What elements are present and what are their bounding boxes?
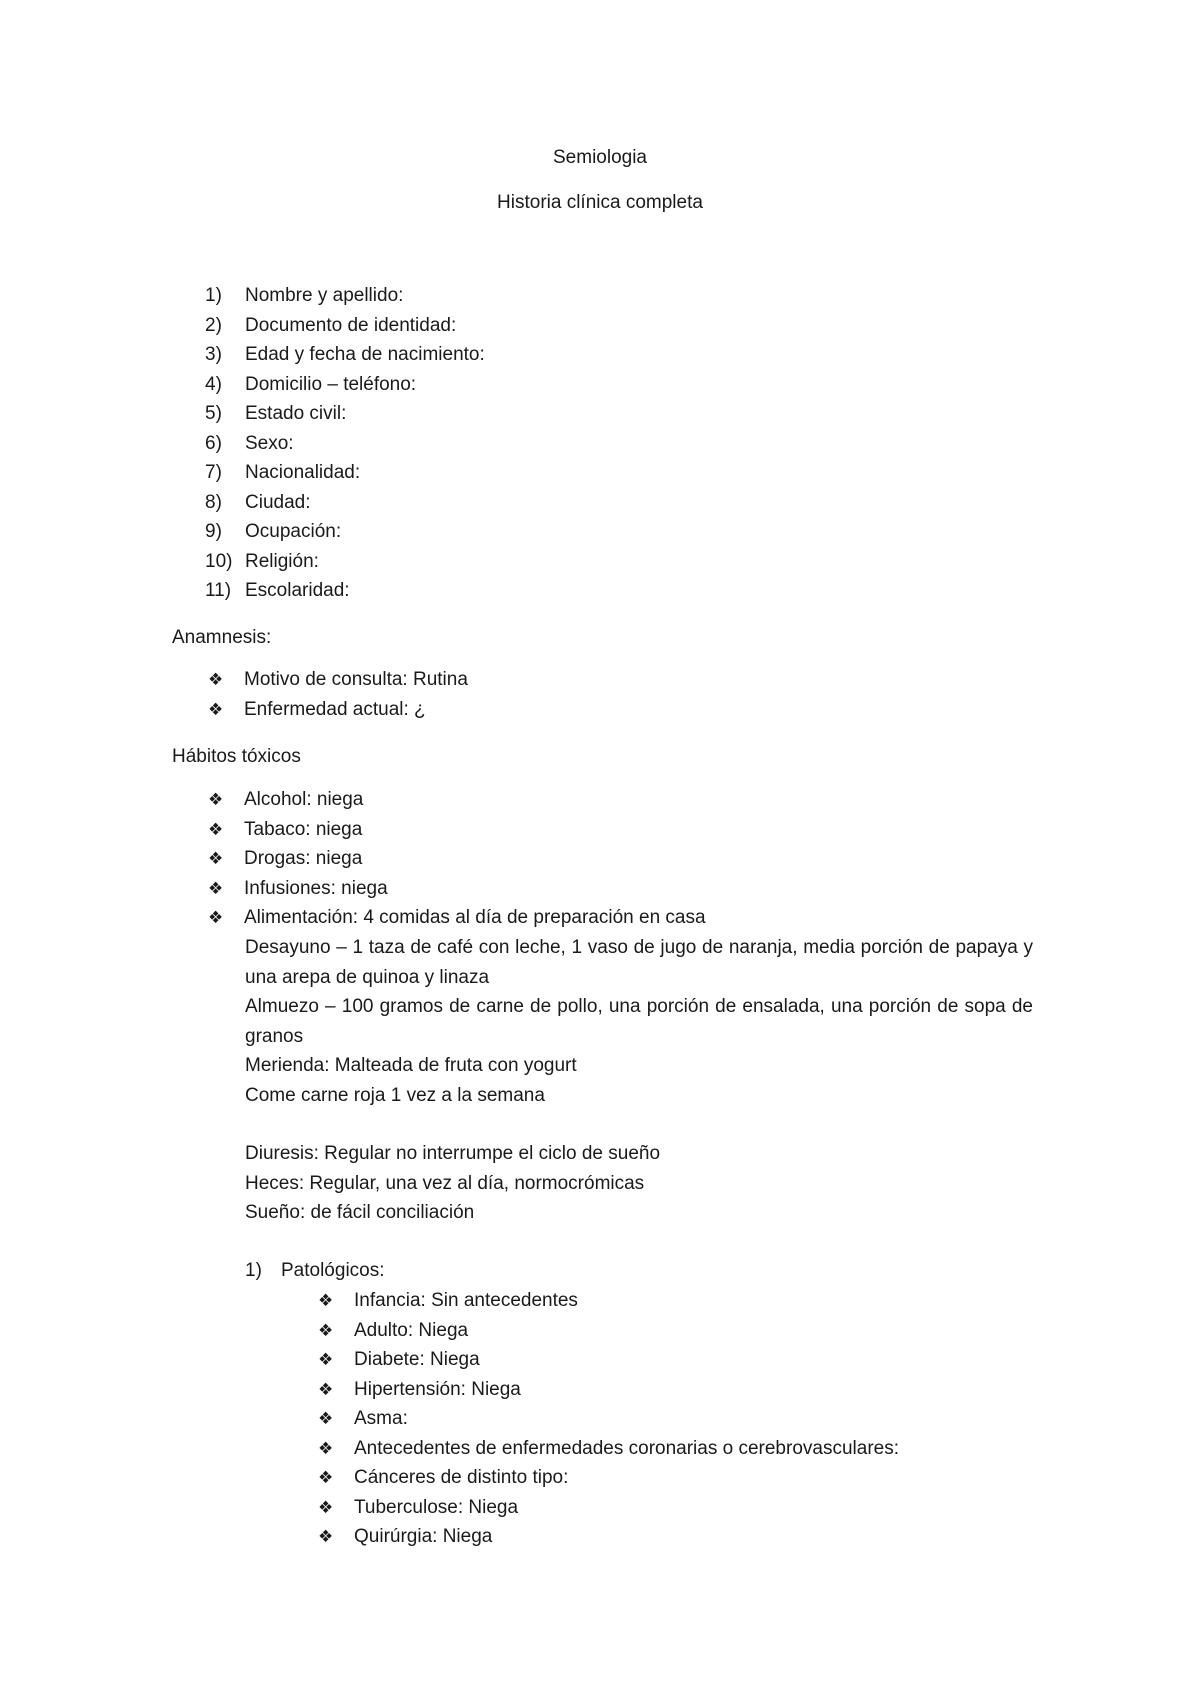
list-item: 1) Nombre y apellido:	[205, 285, 404, 306]
list-item: ❖ Antecedentes de enfermedades coronarias o cerebrovasculares:	[318, 1434, 899, 1464]
list-item: ❖ Tabaco: niega	[208, 815, 706, 845]
fisiologicos-details	[245, 1139, 1033, 1228]
document-title: Semiologia	[553, 147, 647, 168]
document-subtitle: Historia clínica completa	[497, 192, 703, 213]
list-item: ❖ Alimentación: 4 comidas al día de preparación en casa	[208, 903, 706, 933]
diamond-bullet-icon: ❖	[318, 1497, 334, 1517]
list-item: 6) Sexo:	[205, 432, 294, 454]
diamond-bullet-icon: ❖	[318, 1438, 334, 1458]
patologicos-list	[318, 1286, 899, 1552]
list-item: ❖ Hipertensión: Niega	[318, 1375, 899, 1405]
alimentacion-details	[245, 933, 1033, 1110]
diamond-bullet-icon: ❖	[208, 849, 224, 868]
list-item: ❖ Drogas: niega	[208, 844, 706, 874]
habitos-list	[208, 785, 706, 933]
list-item: 10) Religión:	[205, 550, 319, 572]
list-item: ❖ Infusiones: niega	[208, 874, 706, 904]
list-item: ❖ Asma:	[318, 1404, 899, 1434]
habitos-heading: Hábitos tóxicos	[172, 746, 301, 767]
list-item: ❖ Cánceres de distinto tipo:	[318, 1463, 899, 1493]
diamond-bullet-icon: ❖	[208, 699, 224, 719]
desayuno-text: Desayuno – 1 taza de café con leche, 1 vaso de jugo de naranja, media porción de papaya y una arepa de quinoa y linaza	[245, 937, 1033, 988]
list-item: ❖ Diabete: Niega	[318, 1345, 899, 1375]
list-item: 2) Documento de identidad:	[205, 314, 457, 336]
list-item: 8) Ciudad:	[205, 491, 311, 513]
diamond-bullet-icon: ❖	[318, 1320, 334, 1340]
diamond-bullet-icon: ❖	[318, 1409, 334, 1428]
diamond-bullet-icon: ❖	[318, 1527, 334, 1546]
list-item: 4) Domicilio – teléfono:	[205, 373, 417, 395]
list-item: 7) Nacionalidad:	[205, 462, 361, 483]
patologicos-heading: 1) Patológicos:	[245, 1260, 385, 1281]
diamond-bullet-icon: ❖	[318, 1350, 334, 1369]
almuerzo-text: Almuezo – 100 gramos de carne de pollo, una porción de ensalada, una porción de sopa de granos	[245, 996, 1033, 1047]
list-item: ❖ Alcohol: niega	[208, 785, 706, 815]
diamond-bullet-icon: ❖	[318, 1468, 334, 1487]
diamond-bullet-icon: ❖	[208, 790, 224, 809]
list-item: 5) Estado civil:	[205, 403, 347, 424]
diamond-bullet-icon: ❖	[318, 1379, 334, 1399]
anamnesis-list	[208, 665, 468, 724]
diamond-bullet-icon: ❖	[208, 670, 224, 689]
diuresis-text: Diuresis: Regular no interrumpe el ciclo de sueño	[245, 1143, 661, 1164]
anamnesis-heading: Anamnesis:	[172, 627, 272, 648]
list-item: ❖ Motivo de consulta: Rutina	[208, 665, 468, 695]
list-item: 11) Escolaridad:	[205, 580, 350, 601]
carne-text: Come carne roja 1 vez a la semana	[245, 1084, 545, 1106]
list-item: ❖ Enfermedad actual: ¿	[208, 695, 468, 725]
diamond-bullet-icon: ❖	[318, 1291, 334, 1310]
list-item: ❖ Infancia: Sin antecedentes	[318, 1286, 899, 1316]
list-item: ❖ Quirúrgia: Niega	[318, 1522, 899, 1552]
heces-text: Heces: Regular, una vez al día, normocrómicas	[245, 1172, 645, 1194]
list-item: ❖ Adulto: Niega	[318, 1316, 899, 1346]
merienda-text: Merienda: Malteada de fruta con yogurt	[245, 1055, 577, 1076]
list-item: 3) Edad y fecha de nacimiento:	[205, 344, 485, 365]
diamond-bullet-icon: ❖	[208, 819, 224, 839]
list-item: 9) Ocupación:	[205, 521, 342, 542]
identification-list	[205, 281, 485, 606]
diamond-bullet-icon: ❖	[208, 878, 224, 898]
diamond-bullet-icon: ❖	[208, 908, 224, 927]
list-item: ❖ Tuberculose: Niega	[318, 1493, 899, 1523]
sueno-text: Sueño: de fácil conciliación	[245, 1202, 475, 1223]
